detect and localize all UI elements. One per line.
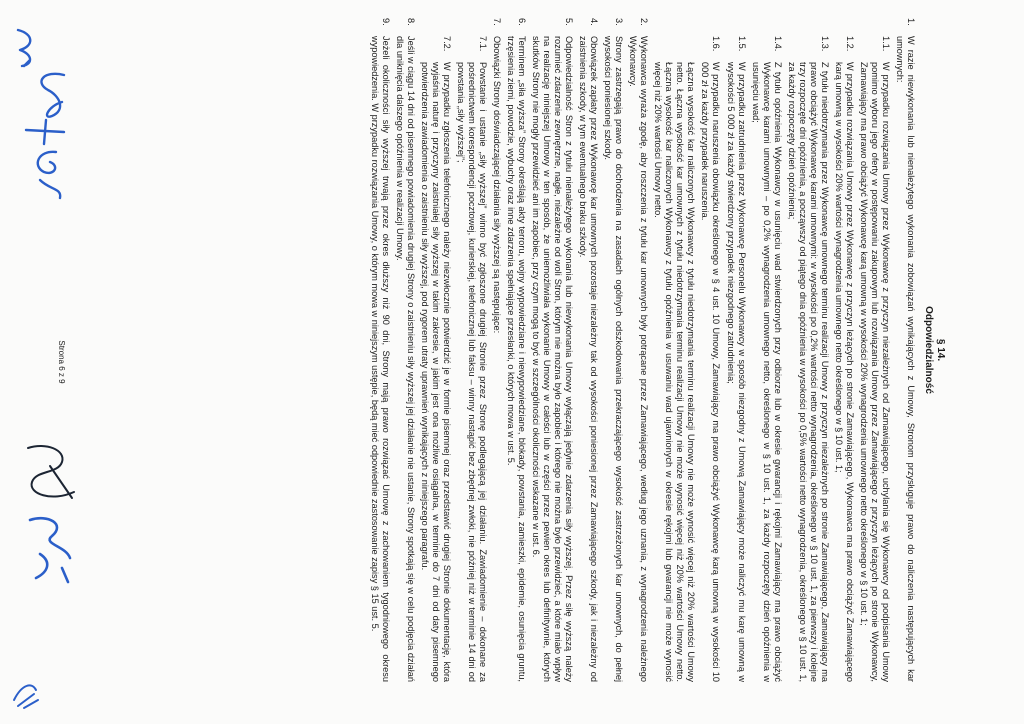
paragraph-text: Wykonawca wyraża zgodę, aby roszczenia z tytułu kar umownych były potrącane przez Zamawiającego, według jego uznania, z wynagrodzenia należnego Wykonawcy. <box>628 36 650 682</box>
paragraph-2 <box>627 18 649 682</box>
subparagraph-1-6 <box>699 36 721 682</box>
subparagraph-1-3 <box>786 36 830 682</box>
subparagraph-text: W przypadku rozwiązania Umowy przez Wykonawcę z przyczyn leżących po stronie Zamawiającego, Wykonawca ma prawo obciążyć Zamawiającego karą umowną w wysokości 20% wartości wynagrodzenia umownego netto określonego w § 10 ust. 1; <box>833 62 855 682</box>
paragraph-number: 1. <box>906 18 916 26</box>
paragraph-number: 4. <box>589 18 600 26</box>
subparagraph-number: 1.1. <box>880 36 891 52</box>
paragraph-9 <box>369 18 391 682</box>
paragraph-text: Strony zastrzegają prawo do dochodzenia na zasadach ogólnych odszkodowania przekraczającego wysokość zastrzeżonych kar umownych, do pełnej wysokości poniesionej szkody. <box>603 36 625 682</box>
paragraph-text: Terminem „siła wyższa” Strony określają akty terroru, wojny wypowiedziane i niewypowiedziane, blokady, powstania, zamieszki, epidemie, osunięcia gruntu, trzęsienia ziemi, powodzie, wybuchy oraz inne zdarzenia spełniające przesłanki, o których mowa w ust. 5. <box>505 36 527 682</box>
subparagraph-text: Powstanie i ustanie „siły wyższej” winno być zgłoszone drugiej Stronie przez Stronę podlegającą jej działaniu. Zawiadomienie – dokonane za pośrednictwem korespondencji pocztowej, kurierskiej, telefonicznej lub faksu – winny nastąpić bez zbędnej zwłoki, nie później niż w terminie 14 dni od powstania „siły wyższej”; <box>455 62 488 682</box>
subparagraph-number: 1.3. <box>819 36 830 52</box>
paragraph-3 <box>602 18 624 682</box>
subparagraph-1-2 <box>833 36 855 682</box>
section-title: Odpowiedzialność <box>923 306 934 394</box>
subparagraph-text: W przypadku naruszenia obowiązku określonego w § 4 ust. 10 Umowy, Zamawiający ma prawo obciążyć Wykonawcę karą umowną w wysokości 10 000 zł za każdy przypadek naruszenia. <box>700 62 722 682</box>
subparagraph-text: W przypadku rozwiązania Umowy przez Wykonawcę z przyczyn niezależnych od Zamawiającego, uchylania się Wykonawcy od podpisania Umowy pomimo wyboru jego oferty w postępowaniu zakupowym lub rozwiązania Umowy przez Zamawiającego z przyczyn leżących po stronie Wykonawcy, Zamawiający ma prawo obciążyć Wykonawcę karą umowną w wysokości 20% wynagrodzenia umownego netto określonego w § 10 ust. 1; <box>858 62 891 682</box>
subparagraph-text: Z tytułu niedotrzymania przez Wykonawcę umownego terminu realizacji Umowy z przyczyn niezależnych po stronie Zamawiającego, Zamawiający ma prawo obciążyć Wykonawcę karami umownymi: w wysokości po 0,2% wartości netto wynagrodzenia, określonego w § 10 ust. 1, za pierwszy i kolejne trzy rozpoczęte dni opóźnienia, a począwszy od piątego dnia opóźnienia w wysokości po 0,5% wartości netto wynagrodzenia, określonego w § 10 ust. 1, za każdy rozpoczęty dzień opóźnienia; <box>786 62 830 683</box>
penalty-cap-text: Łączna wysokość kar naliczonych Wykonawcy z tytułu niedotrzymania terminu realizacji Umowy nie może wynosić więcej niż 20% wartości Umowy netto. Łączna wysokość kar umownych z tytułu niedotrzymania terminu realizacji Umowy nie może wynosić więcej niż 20% wartości Umowy netto. Łączna wysokość kar naliczonych Wykonawcy z tytułu opóźnienia w usuwaniu wad ujawnionych w okresie rękojmi lub gwarancji nie może wynosić więcej niż 20% wartości Umowy netto. <box>653 62 697 682</box>
paragraph-text: Odpowiedzialność Stron z tytułu nienależytego wykonania lub niewykonania Umowy wyłączają jedynie zdarzenia siły wyższej. Przez siłę wyższą należy rozumieć zdarzenie zewnętrzne, nagłe, niezależne od woli Stron, którym nie można było zapobiec i którego nie można było przewidzieć, a które miało wpływ na realizację niniejszej Umowy w ten sposób, że uniemożliwiała wykonanie Umowy w całości lub w części przez pewien okres lub definitywnie, których skutków Strony nie mogły przewidzieć ani im zapobiec, przy czym mogą to być w szczególności okoliczności wskazane w ust. 6. <box>531 36 575 682</box>
signature-blue <box>22 506 82 586</box>
signature-dark <box>22 440 82 506</box>
subparagraph-7-1 <box>455 36 488 682</box>
subparagraph-number: 1.5. <box>736 36 747 52</box>
paragraph-4 <box>577 18 599 682</box>
subparagraph-number: 7.1. <box>477 36 488 52</box>
paragraph-1 <box>894 18 916 682</box>
paragraph-number: 5. <box>564 18 575 26</box>
subparagraph-7-2 <box>419 36 452 682</box>
paragraph-number: 3. <box>614 18 625 26</box>
subparagraph-1-4 <box>750 36 783 682</box>
subparagraph-text: W przypadku zgłoszenia telefonicznego należy niezwłocznie potwierdzić je w formie pisemnej oraz przedstawić drugiej Stronie dokumentację, która wyjaśnia naturę i przyczyny zaistniałej siły wyższej w takim zakresie, w jakim jest ona możliwe osiągalna, w terminie do 7 dni od daty pisemnego potwierdzenia zawiadomienia o zaistnieniu siły wyższej, pod rygorem utraty uprawnień wynikających z niniejszego paragrafu. <box>419 62 452 682</box>
paragraph-text: W razie niewykonania lub nienależytego wykonania zobowiązań wynikających z Umowy, Stronom przysługuje prawo do naliczenia następujących kar umownych: <box>894 36 916 682</box>
paragraph-7 <box>491 18 502 682</box>
subparagraph-number: 1.2. <box>844 36 855 52</box>
page-content <box>366 18 946 682</box>
section-number: § 14. <box>935 338 946 362</box>
paragraph-text: Jeżeli okoliczności siły wyższej trwają przez okres dłuższy niż 90 dni, Strony mają prawo rozwiązać Umowę z zachowaniem tygodniowego okresu wypowiedzenia. W przypadku rozwiązania Umowy, o którym mowa w niniejszym ustępie, będą mieć odpowiednie zastosowanie zapisy § 15 ust. 5. <box>369 36 391 682</box>
paragraph-text: Obowiązki Strony doświadczającej działania siły wyższej są następujące: <box>491 36 502 334</box>
paragraph-text: Jeśli w ciągu 14 dni od pisemnego powiadomienia drugiej Strony o zaistnieniu siły wyższej jej działanie nie ustanie, Strony spotkają się w celu podjęcia działań dla uniknięcia dalszego opóźnienia w realizacji Umowy. <box>394 36 416 682</box>
subparagraph-text: Z tytułu opóźnienia Wykonawcy w usunięciu wad stwierdzonych przy odbiorze lub w okresie gwarancji i rękojmi Zamawiający ma prawo obciążyć Wykonawcę karami umownymi – po 0,2% wynagrodzenia umownego netto, określonego w § 10 ust. 1, za każdy rozpoczęty dzień opóźnienia w usunięciu wad; <box>750 62 783 682</box>
paragraph-5 <box>530 18 574 682</box>
page-footer: Strona 6 z 9 <box>57 340 66 384</box>
page-initials <box>10 676 42 712</box>
subparagraph-number: 7.2. <box>441 36 452 52</box>
paragraph-8 <box>394 18 416 682</box>
paragraph-number: 9. <box>380 18 391 26</box>
paragraph-number: 8. <box>405 18 416 26</box>
subparagraph-1-1 <box>858 36 891 682</box>
paragraph-number: 2. <box>639 18 650 26</box>
subparagraph-number: 1.4. <box>772 36 783 52</box>
paragraph-number: 6. <box>517 18 527 26</box>
subparagraph-text: W przypadku zatrudnienia przez Wykonawcę Personelu Wykonawcy w sposób niezgodny z Umową Zamawiający może naliczyć mu karę umowną w wysokości 5 000 zł za każdy stwierdzony przypadek niezgodnego zatrudnienia; <box>725 62 747 682</box>
paragraph-text: Obowiązek zapłaty przez Wykonawcę kar umownych pozostaje niezależny tak od wysokości poniesionej przez Zamawiającego szkody, jak i niezależny od zaistnienia szkody, w tym ewentualnego braku szkody. <box>578 36 600 682</box>
initials-signature <box>4 20 90 220</box>
subparagraph-number: 1.6. <box>711 36 722 52</box>
paragraph-6 <box>505 18 527 682</box>
subparagraph-1-5 <box>725 36 747 682</box>
paragraph-number: 7. <box>491 18 502 26</box>
